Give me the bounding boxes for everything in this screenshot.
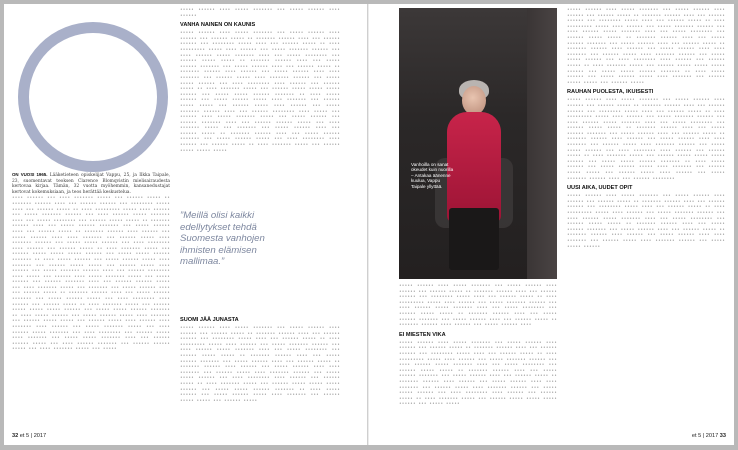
section-heading: SUOMI JÄÄ JUNASTA [180,317,239,323]
body-text: ••••• •••••• •••• ••••• ••••••• ••• ••••• •••••• •••• •••••• ••• •••••• ••••• •• ••••••• •••••• •••• ••• •••••• •••••• ••• •••••••• ••••• •••• ••• •••••• ••••• •• •••• ••••••••• ••••• •••• •••••• ••• ••••• ••••••• •••••• ••• •••• •••••• ••••• ••••••• •••• ••• ••••• •••••••• ••• •••••• ••••• ••••• •• ••••••• •••••• •••• ••• ••••• •••••• ••••••• ••• ••••• •••••• •••• ••• •••••• ••••• •• ••••••• •••••• •••• •••••• ••• ••••• •••••• •••• [399,284,557,329]
photo-caption: Vanhoilla on sanat okeudet kuin nuorilla – Antakaa äänenne kuulua, Vappu Taipale yllyttää. [411,162,454,189]
face [462,86,486,115]
red-jacket [447,112,501,222]
right-page [369,4,734,445]
body-text: ••••• •••••• •••• ••••• ••••••• ••• ••••• •••••• •••• •••••• ••• •••••• ••••• •• ••••••• •••••• •••• ••• •••••• •••••• ••• •••••••• ••••• •••• ••• •••••• ••••• •• •••• ••••••••• ••••• •••• •••••• ••• ••••• ••••••• •••••• ••• •••• •••••• ••••• ••••••• •••• ••• ••••• •••••••• ••• •••••• ••••• ••••• •• ••••••• •••••• •••• ••• ••••• •••••• ••••••• ••• ••••• •••••• •••• ••• •••••• ••••• •• ••••••• •••••• •••• •••••• ••• ••••• •••••• •••• •••• ••••••• ••• •••••• ••••• •••• ••••••• •••••• ••• ••••• ••••• •••••• ••• •••• •••••••• •••• •••••• ••• •••••• ••••• •• •••• ••••••• ••••• ••• •••••• ••••• ••••• ••••• •••••• ••• ••••• ••••• •••••• ••••••• •• •••• ••••• •••••• ••• ••••• •••••• ••••• •••• ••••••• ••• •••••• ••••• ••••• ••• •••••• ••••• •••• •••••• ••• ••••• ••••••• •••••• •••• ••• •••••• •••••••• •••• ••••• ••• •••••• •••• ••••• ••••••• ••••• ••• ••••• •••••• ••• •••••• ••••••• •••• ••• •••••• •••••• ••••• ••• •••• ••••••• ••••• ••• ••••••• ••• ••••• •••••• •••• ••• •••••• ••••• •• ••••••• •••••• •••• ••• ••••• •••••• ••••••• ••• ••••• •••••• ••••• ••• •••• •••••••• •••• •••••• ••• •••••• ••••• •• •••• ••••••• ••••• ••• •••••• ••••• ••••• ••••• [180,31,340,154]
background-wall [527,8,557,279]
left-folio [12,433,46,439]
dark-skirt [449,208,499,270]
page-number: 32 [12,433,19,439]
intro-text: Lääketieteen opiskelijat Vappu, 25, ja Ilkka Taipale, 23, suomentavat teoksen Clarence Blomqvistin mielisairaudesta kertovaa kirjaa. Tämän, 32 vuotta myöhemmin, kansanedustajat kertovat kokemuksiaan, ja teos herättää keskustelua. [12,173,170,195]
left-page [4,4,368,445]
drop-cap-letter-o [18,22,168,172]
left-text-column-1 [12,172,170,430]
right-folio [692,433,726,439]
lead-label: ON VUOSI 1965. [12,172,48,177]
section-heading: UUSI AIKA, UUDET OPIT [567,185,633,192]
body-text: ••••• •••••• •••• ••••• ••••••• ••• ••••• •••••• •••• •••••• ••• •••••• ••••• •• ••••••• •••••• •••• ••• •••••• •••••• ••• •••••••• ••••• •••• ••• •••••• ••••• •• •••• ••••••••• ••••• •••• •••••• ••• ••••• ••••••• •••••• ••• •••• •••••• ••••• ••••••• •••• ••• ••••• •••••••• ••• •••••• ••••• ••••• •• ••••••• •••••• •••• ••• ••••• •••••• ••••••• ••• ••••• •••••• •••• ••• •••••• ••••• •• ••••••• •••••• •••• •••••• ••• ••••• •••••• •••• •••• ••••••• ••• •••••• ••••• •••• ••••••• •••••• ••• ••••• ••••• •••••• ••• •••• •••••••• •••• •••••• ••• •••••• ••••• •• •••• ••••••• ••••• ••• •••••• ••••• ••••• ••••• •••••• ••• ••••• ••••• •••••• ••••••• •• •••• ••••• •••••• ••• ••••• •••••• ••••• •••• ••••••• ••• •••••• ••••• ••••• ••• •••••• ••••• [567,8,725,86]
body-text: •••• •••••• ••• •••• ••••••• ••••• ••• •••••• ••••• •• ••••••• •••••• •••• ••• •••••• •••••• ••• •••••••• ••••• •••• ••• •••••• ••••• •• •••• ••••••••• ••••• •••• •••••• ••• ••••• ••••••• •••••• ••• •••• •••••• ••••• ••••••• •••• ••• ••••• •••••••• ••• •••••• ••••• ••••• •• ••••••• •••••• •••• ••• ••••• •••••• ••••••• ••• ••••• •••••• •••• ••• •••••• ••••• •• ••••••• •••••• •••• •••••• ••• ••••• •••••• •••• •••• ••••••• ••• •••••• ••••• •••• ••••••• •••••• ••• ••••• ••••• •••••• ••• •••• •••••••• •••• •••••• ••• •••••• ••••• •• •••• ••••••• ••••• ••• •••••• ••••• ••••• ••••• •••••• ••• ••••• ••••• •••••• ••••••• •• •••• ••••• •••••• ••• ••••• •••••• ••••• •••• ••••••• ••• •••••• ••••• ••••• ••• •••••• ••••• •••• •••••• ••• ••••• ••••••• •••••• •••• ••• •••••• •••••••• •••• ••••• ••• •••••• •••• ••••• ••••••• ••••• ••• ••••• •••••• ••• •••••• ••••••• •••• ••• •••••• •••••• ••••• ••• •••• ••••••• ••••• ••• ••••••• ••• ••••• •••••• •••• ••• •••••• ••••• •• ••••••• •••••• •••• ••• ••••• •••••• ••••••• ••• ••••• •••••• ••••• ••• •••• •••••••• •••• •••••• ••• •••••• ••••• •• •••• ••••••• ••••• ••• •••••• ••••• ••••• ••••• •••••• ••• ••••• ••••• •••••• ••••••• •• •••• ••••• •••••• ••• ••••• •••••• ••••• •••• ••••••• ••• •••••• ••••• ••••• ••• •••••• ••••• •••• •••••• •••• ••••••• •••• •••••• ••• ••••• ••••••• ••••• ••• •••• •••••• ••••• ••••••• ••• •••• •••••••• ••• •••••• ••••• •••• ••••••• ••• ••••• ••••• ••••••• •••• ••• •••••• •••••• ••••• ••• •••• •••••• ••••••• ••• •••••• •••••• ••••• ••• •••• ••••••• ••••• ••• ••••• [12,196,170,353]
body-text: ••••• •••••• •••• ••••• ••••••• ••• ••••• •••••• •••• •••••• ••• •••••• ••••• •• ••••••• •••••• •••• ••• •••••• •••••• ••• •••••••• ••••• •••• ••• •••••• ••••• •• •••• ••••••••• ••••• •••• •••••• ••• ••••• ••••••• •••••• ••• •••• •••••• ••••• ••••••• •••• ••• ••••• •••••••• ••• •••••• ••••• ••••• •• ••••••• •••••• •••• ••• ••••• •••••• ••••••• ••• ••••• •••••• •••• ••• •••••• ••••• •• ••••••• •••••• •••• •••••• ••• ••••• •••••• •••• •••• ••••••• ••• •••••• ••••• •••• ••••••• •••••• ••• ••••• ••••• •••••• ••• •••• •••••••• •••• •••••• ••• •••••• ••••• •• •••• ••••••• ••••• ••• •••••• ••••• ••••• ••••• •••••• ••• ••••• ••••• •••••• ••••••• •• •••• ••••• •••••• ••• ••••• •••••• ••••• •••• ••••••• ••• •••••• ••••• ••••• ••• •••••• ••••• [180,326,340,404]
body-text: ••••• •••••• •••• ••••• ••••••• ••• ••••• •••••• •••• •••••• ••• •••••• ••••• •• ••••••• •••••• •••• ••• •••••• •••••• ••• •••••••• ••••• •••• ••• •••••• ••••• •• •••• ••••••••• ••••• •••• •••••• ••• ••••• ••••••• •••••• ••• •••• •••••• ••••• ••••••• •••• ••• ••••• •••••••• ••• •••••• ••••• ••••• •• ••••••• •••••• •••• ••• ••••• •••••• ••••••• ••• ••••• •••••• •••• ••• •••••• ••••• •• ••••••• •••••• •••• •••••• ••• ••••• •••••• •••• •••• ••••••• ••• •••••• ••••• •••• ••••••• •••••• ••• ••••• ••••• •••••• [567,194,725,250]
body-text: ••••• •••••• •••• ••••• ••••••• ••• ••••• •••••• •••• •••••• ••• •••••• ••••• •• ••••••• •••••• •••• ••• •••••• •••••• ••• •••••••• ••••• •••• ••• •••••• ••••• •• •••• ••••••••• ••••• •••• •••••• ••• ••••• ••••••• •••••• ••• •••• •••••• ••••• ••••••• •••• ••• ••••• •••••••• ••• •••••• ••••• ••••• •• ••••••• •••••• •••• ••• ••••• •••••• ••••••• ••• ••••• •••••• •••• ••• •••••• ••••• •• ••••••• •••••• •••• •••••• ••• ••••• •••••• •••• •••• ••••••• ••• •••••• ••••• •••• ••••••• •••••• ••• ••••• ••••• •••••• ••• •••• •••••••• •••• •••••• ••• •••••• ••••• •• •••• ••••••• ••••• ••• •••••• ••••• ••••• ••••• •••••• ••• ••••• ••••• [399,340,557,408]
portrait-photo [399,8,557,279]
body-text: ••••• •••••• •••• ••••• ••••••• ••• ••••• •••••• •••• •••••• [180,8,340,19]
section-heading: RAUHAN PUOLESTA, IKUISESTI [567,89,654,96]
right-text-column-2 [567,8,725,432]
right-text-column-1 [399,284,557,432]
page-number: 33 [719,433,726,439]
body-text: ••••• •••••• •••• ••••• ••••••• ••• ••••• •••••• •••• •••••• ••• •••••• ••••• •• ••••••• •••••• •••• ••• •••••• •••••• ••• •••••••• ••••• •••• ••• •••••• ••••• •• •••• ••••••••• ••••• •••• •••••• ••• ••••• ••••••• •••••• ••• •••• •••••• ••••• ••••••• •••• ••• ••••• •••••••• ••• •••••• ••••• ••••• •• ••••••• •••••• •••• ••• ••••• •••••• ••••••• ••• ••••• •••••• •••• ••• •••••• ••••• •• ••••••• •••••• •••• •••••• ••• ••••• •••••• •••• •••• ••••••• ••• •••••• ••••• •••• ••••••• •••••• ••• ••••• ••••• •••••• ••• •••• •••••••• •••• •••••• ••• •••••• ••••• •• •••• ••••••• ••••• ••• •••••• ••••• ••••• ••••• •••••• ••• ••••• ••••• •••••• ••••••• •• •••• ••••• •••••• ••• ••••• •••••• ••••• •••• ••••••• ••• •••••• ••••• ••••• ••• •••••• ••••• •••• •••••• ••• ••••• ••••••• •••••• •••• ••• •••••• •••••••• [567,98,725,182]
left-text-column-2-top [180,8,340,208]
issue-label: et 5 | 2017 [691,433,719,439]
section-heading: VANHA NAINEN ON KAUNIS [180,22,256,29]
pull-quote: ”Meillä olisi kaikki edellytykset tehdä Suomesta vanhojen ihmisten elämisen mallimaa.” [180,210,265,268]
left-text-column-2-bottom [180,314,340,432]
issue-label: et 5 | 2017 [19,433,47,439]
section-heading: EI MIESTEN VIKA [399,331,446,338]
